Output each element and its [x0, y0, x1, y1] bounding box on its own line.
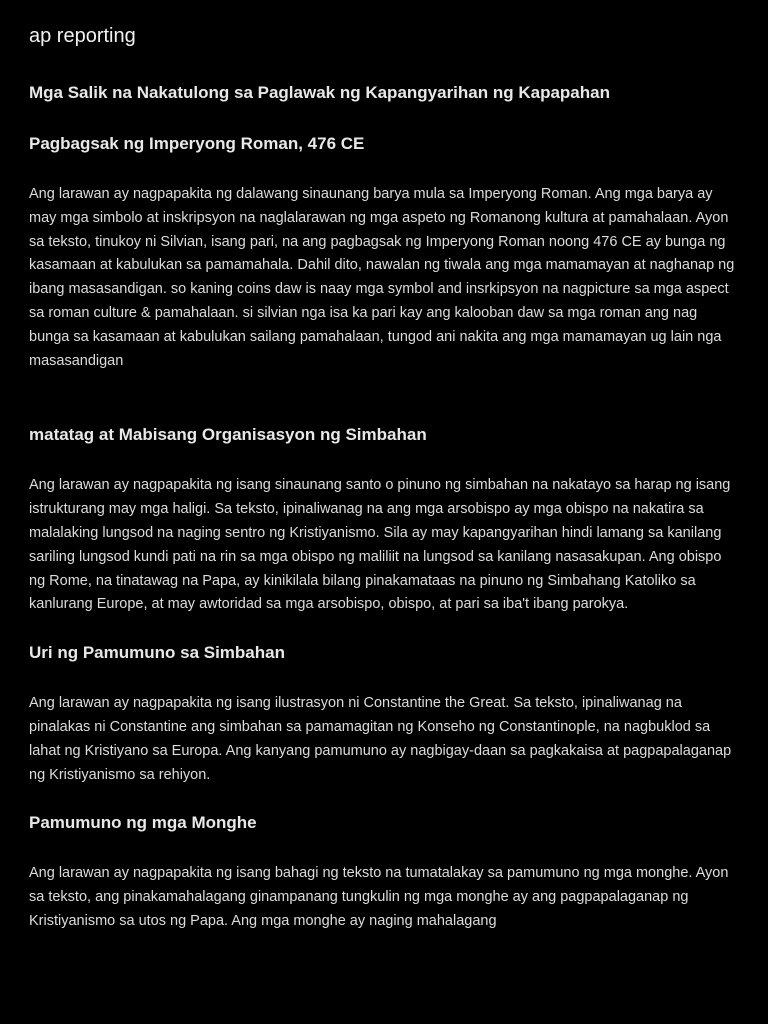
section-heading-salik[interactable]: Mga Salik na Nakatulong sa Paglawak ng Kapangyarihan ng Kapapahan — [29, 83, 610, 102]
section-heading-pagbagsak[interactable]: Pagbagsak ng Imperyong Roman, 476 CE — [29, 134, 365, 153]
section-body-organisasyon[interactable]: Ang larawan ay nagpapakita ng isang sinaunang santo o pinuno ng simbahan na nakatayo sa harap ng isang istrukturang may mga haligi. Sa teksto, ipinaliwanag na ang mga arsobispo ay mga obispo na nakatira sa malalaking lungsod na naging sentro ng Kristiyanismo. Sila ay may kapangyarihan hindi lamang sa kanilang sariling lungsod kundi pati na rin sa mga obispo ng maliliit na lungsod sa kanilang nasasakupan. Ang obispo ng Rome, na tinatawag na Papa, ay kinikilala bilang pinakamataas na pinuno ng Simbahang Katoliko sa kanlurang Europe, at may awtoridad sa mga arsobispo, obispo, at pari sa iba't ibang parokya. — [29, 477, 731, 613]
section-heading-monghe[interactable]: Pamumuno ng mga Monghe — [29, 813, 257, 833]
section-body-pagbagsak[interactable]: Ang larawan ay nagpapakita ng dalawang sinaunang barya mula sa Imperyong Roman. Ang mga barya ay may mga simbolo at inskripsyon na naglalarawan ng mga aspeto ng Romanong kultura at pamahalaan. Ayon sa teksto, tinukoy ni Silvian, isang pari, na ang pagbagsak ng Imperyong Roman noong 476 CE ay bunga ng kasamaan at kabulukan sa pamamahala. Dahil dito, nawalan ng tiwala ang mga mamamayan at naghanap ng ibang masasandigan. so kaning coins daw is naay mga symbol and insrkipsyon na nagpicture sa mga aspect sa roman culture & pamahalaan. si silvian nga isa ka pari kay ang kalooban daw sa mga roman ang nag bunga sa kasamaan at kabulukan sailang pamahalaan, tungod ani nakita ang mga mamamayan ug lain nga masasandigan — [29, 186, 735, 369]
section-body-uri-ng-pamumuno[interactable]: Ang larawan ay nagpapakita ng isang ilustrasyon ni Constantine the Great. Sa teksto, ipinaliwanag na pinalakas ni Constantine ang simbahan sa pamamagitan ng Konseho ng Constantinople, na nagbuklod sa lahat ng Kristiyano sa Europa. Ang kanyang pamumuno ay nagbigay-daan sa pagkakaisa at pagpapalaganap ng Kristiyanismo sa rehiyon. — [29, 695, 732, 783]
section-heading-uri-ng-pamumuno[interactable]: Uri ng Pamumuno sa Simbahan — [29, 643, 285, 663]
section-heading-organisasyon[interactable]: matatag at Mabisang Organisasyon ng Simbahan — [29, 425, 427, 445]
note-title[interactable]: ap reporting — [29, 25, 136, 47]
section-body-monghe[interactable]: Ang larawan ay nagpapakita ng isang bahagi ng teksto na tumatalakay sa pamumuno ng mga monghe. Ayon sa teksto, ang pinakamahalagang ginampanang tungkulin ng mga monghe ay ang pagpapalaganap ng Kristiyanismo sa utos ng Papa. Ang mga monghe ay naging mahalagang — [29, 865, 729, 929]
